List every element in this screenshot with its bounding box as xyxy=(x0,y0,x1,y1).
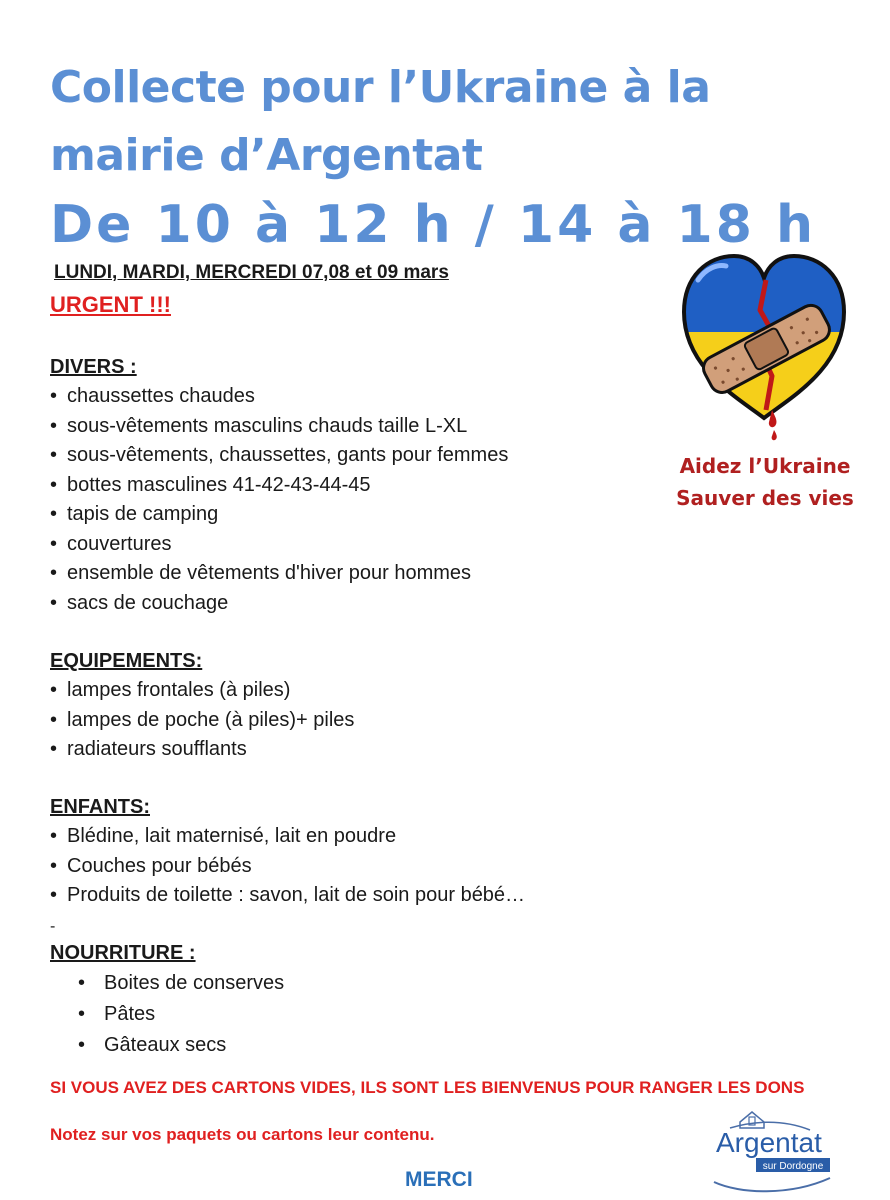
list-item: • lampes de poche (à piles)+ piles xyxy=(50,706,354,736)
list-item: • Couches pour bébés xyxy=(50,852,525,882)
title-line-2: mairie d’Argentat xyxy=(50,130,483,181)
list-item: • ensemble de vêtements d'hiver pour hommes xyxy=(50,559,508,589)
nourriture-list xyxy=(50,968,284,1061)
title-hours: De 10 à 12 h / 14 à 18 h xyxy=(50,195,817,255)
heart-caption xyxy=(660,450,870,514)
logo-subtitle: sur Dordogne xyxy=(762,1161,824,1172)
section-equipements xyxy=(50,646,354,765)
list-item: • lampes frontales (à piles) xyxy=(50,676,354,706)
enfants-list xyxy=(50,822,525,911)
list-item: • sous-vêtements, chaussettes, gants pour femmes xyxy=(50,441,508,471)
bandaged-heart-icon xyxy=(678,250,850,445)
list-item: • sous-vêtements masculins chauds taille L-XL xyxy=(50,412,508,442)
heart-caption-line-1: Aidez l’Ukraine xyxy=(679,454,851,478)
equipements-list xyxy=(50,676,354,765)
section-nourriture xyxy=(50,938,284,1061)
list-item: • radiateurs soufflants xyxy=(50,735,354,765)
list-item: • Boites de conserves xyxy=(50,968,284,999)
list-item: • chaussettes chaudes xyxy=(50,382,508,412)
list-item: • Pâtes xyxy=(50,999,284,1030)
section-title-divers: DIVERS : xyxy=(50,356,137,378)
heart-caption-line-2: Sauver des vies xyxy=(676,486,854,510)
section-enfants xyxy=(50,792,525,911)
logo-name: Argentat xyxy=(716,1127,822,1158)
list-item: • Produits de toilette : savon, lait de soin pour bébé… xyxy=(50,881,525,911)
list-item: • bottes masculines 41-42-43-44-45 xyxy=(50,471,508,501)
list-item: • Gâteaux secs xyxy=(50,1030,284,1061)
section-title-enfants: ENFANTS: xyxy=(50,796,150,818)
section-title-nourriture: NOURRITURE : xyxy=(50,942,196,964)
merci-text: MERCI xyxy=(405,1168,473,1191)
section-divers xyxy=(50,352,508,618)
notice-cartons: SI VOUS AVEZ DES CARTONS VIDES, ILS SONT LES BIENVENUS POUR RANGER LES DONS xyxy=(50,1078,805,1097)
argentat-logo xyxy=(700,1108,850,1200)
section-title-equipements: EQUIPEMENTS: xyxy=(50,650,203,672)
title-line-1: Collecte pour l’Ukraine à la xyxy=(50,62,711,113)
separator-dash: - xyxy=(50,918,56,935)
list-item: • couvertures xyxy=(50,530,508,560)
divers-list xyxy=(50,382,508,618)
notice-contenu: Notez sur vos paquets ou cartons leur contenu. xyxy=(50,1125,435,1144)
list-item: • tapis de camping xyxy=(50,500,508,530)
list-item: • sacs de couchage xyxy=(50,589,508,619)
list-item: • Blédine, lait maternisé, lait en poudre xyxy=(50,822,525,852)
urgent-label: URGENT !!! xyxy=(50,292,171,317)
collection-dates: LUNDI, MARDI, MERCREDI 07,08 et 09 mars xyxy=(54,262,449,283)
